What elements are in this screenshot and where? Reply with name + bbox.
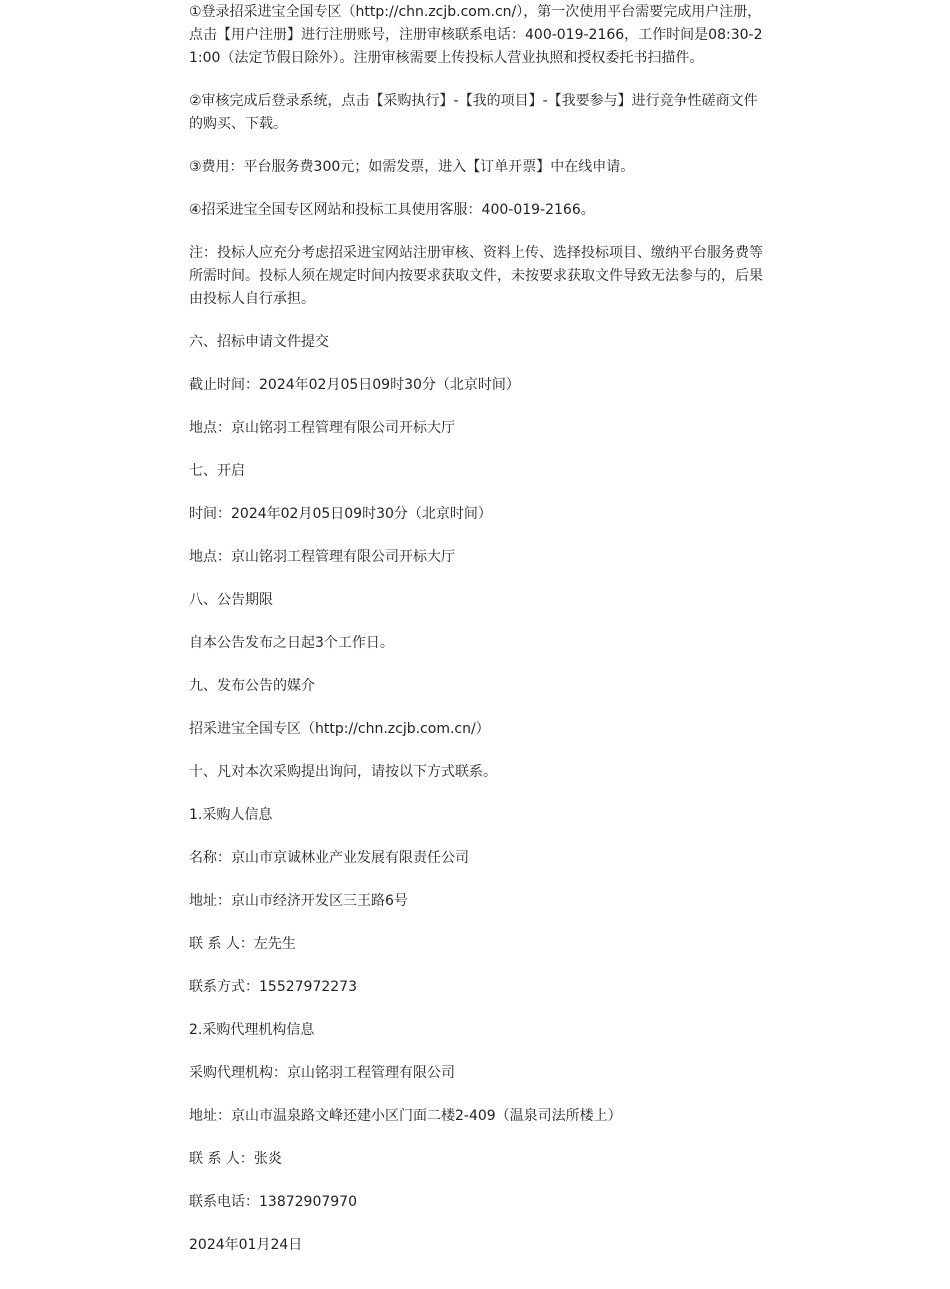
customer-service-info: ④招采进宝全国专区网站和投标工具使用客服：400-019-2166。 (189, 202, 595, 218)
agency-address: 地址：京山市温泉路文峰还建小区门面二楼2-409（温泉司法所楼上） (189, 1108, 622, 1124)
registration-instructions: ①登录招采进宝全国专区（http://chn.zcjb.com.cn/），第一次使用平台需要完成用户注册，点击【用户注册】进行注册账号，注册审核联系电话：400-019-2166，工作时间是08:30-21:00（法定节假日除外）。注册审核需要上传投标人营业执照和授权委托书扫描件。 (189, 4, 763, 66)
announcement-period: 自本公告发布之日起3个工作日。 (189, 635, 394, 651)
purchaser-info-heading: 1.采购人信息 (189, 807, 273, 823)
purchaser-phone: 联系方式：15527972273 (189, 979, 357, 995)
agency-name: 采购代理机构：京山铭羽工程管理有限公司 (189, 1065, 455, 1081)
announcement-date: 2024年01月24日 (189, 1237, 303, 1253)
agency-info-heading: 2.采购代理机构信息 (189, 1022, 315, 1038)
section-heading-media: 九、发布公告的媒介 (189, 678, 315, 694)
opening-time: 时间：2024年02月05日09时30分（北京时间） (189, 506, 492, 522)
purchaser-name: 名称：京山市京诚林业产业发展有限责任公司 (189, 850, 469, 866)
agency-contact-person: 联 系 人：张炎 (189, 1151, 282, 1167)
agency-phone: 联系电话：13872907970 (189, 1194, 357, 1210)
submission-deadline: 截止时间：2024年02月05日09时30分（北京时间） (189, 377, 520, 393)
bidder-note: 注：投标人应充分考虑招采进宝网站注册审核、资料上传、选择投标项目、缴纳平台服务费等所需时间。投标人须在规定时间内按要求获取文件，未按要求获取文件导致无法参与的，后果由投标人自行承担。 (189, 245, 763, 307)
section-heading-opening: 七、开启 (189, 463, 245, 479)
purchase-download-instructions: ②审核完成后登录系统，点击【采购执行】-【我的项目】-【我要参与】进行竞争性磋商文件的购买、下载。 (189, 93, 758, 132)
opening-location: 地点：京山铭羽工程管理有限公司开标大厅 (189, 549, 455, 565)
purchaser-address: 地址：京山市经济开发区三王路6号 (189, 893, 408, 909)
purchaser-contact-person: 联 系 人：左先生 (189, 936, 296, 952)
section-heading-contact: 十、凡对本次采购提出询问，请按以下方式联系。 (189, 764, 497, 780)
submission-location: 地点：京山铭羽工程管理有限公司开标大厅 (189, 420, 455, 436)
section-heading-period: 八、公告期限 (189, 592, 273, 608)
section-heading-submission: 六、招标申请文件提交 (189, 334, 329, 350)
publication-media: 招采进宝全国专区（http://chn.zcjb.com.cn/） (189, 721, 490, 737)
announcement-body (189, 0, 764, 1257)
fee-info: ③费用：平台服务费300元；如需发票，进入【订单开票】中在线申请。 (189, 159, 635, 175)
